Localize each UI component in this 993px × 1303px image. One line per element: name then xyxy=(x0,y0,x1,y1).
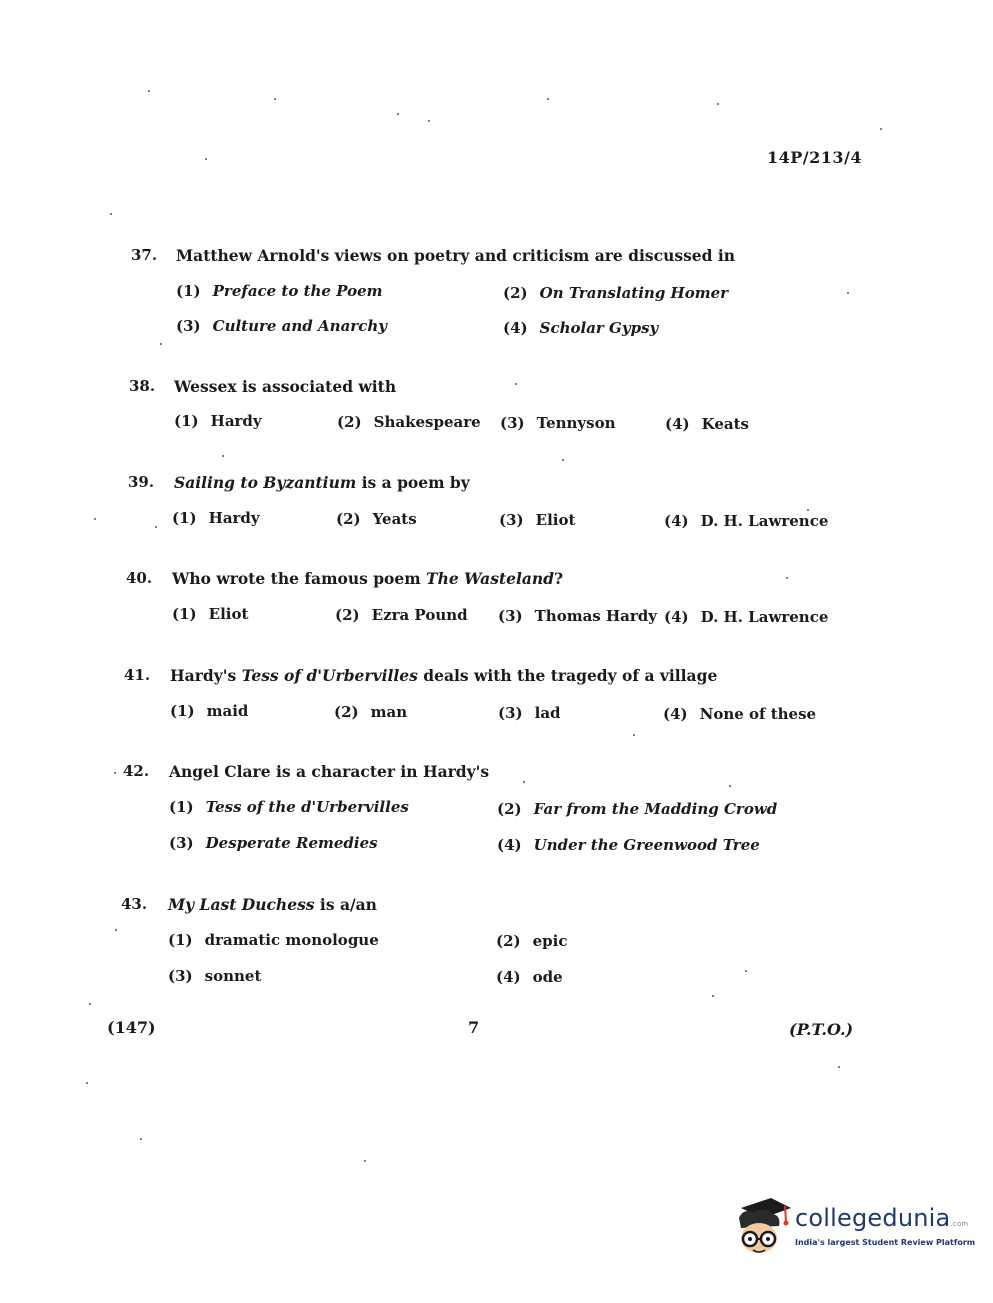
question-stem: Who wrote the famous poem The Wasteland? xyxy=(172,569,564,588)
option-2[interactable]: (2) Shakespeare xyxy=(337,413,481,431)
question-stem: Matthew Arnold's views on poetry and criticism are discussed in xyxy=(176,246,736,265)
option-2[interactable]: (2) epic xyxy=(496,932,568,950)
option-2[interactable]: (2) man xyxy=(334,703,408,721)
option-4[interactable]: (4) D. H. Lawrence xyxy=(664,608,829,626)
option-2[interactable]: (2) Yeats xyxy=(336,510,417,528)
option-1[interactable]: (1) Preface to the Poem xyxy=(176,282,383,300)
option-1[interactable]: (1) dramatic monologue xyxy=(168,931,379,949)
option-3[interactable]: (3) sonnet xyxy=(168,967,262,985)
page-number: 7 xyxy=(468,1018,480,1037)
question-stem: Wessex is associated with xyxy=(174,377,397,396)
option-1[interactable]: (1) Tess of the d'Urbervilles xyxy=(169,798,409,816)
option-4[interactable]: (4) Scholar Gypsy xyxy=(503,319,659,337)
logo-tagline: India's largest Student Review Platform xyxy=(795,1238,976,1247)
question-number: 37. xyxy=(131,246,158,264)
option-4[interactable]: (4) D. H. Lawrence xyxy=(664,512,829,530)
option-3[interactable]: (3) Desperate Remedies xyxy=(169,834,378,852)
option-3[interactable]: (3) Culture and Anarchy xyxy=(176,317,387,335)
option-3[interactable]: (3) lad xyxy=(498,704,561,722)
option-4[interactable]: (4) None of these xyxy=(663,705,817,723)
pto-label: (P.T.O.) xyxy=(789,1020,854,1039)
option-4[interactable]: (4) Under the Greenwood Tree xyxy=(497,836,760,854)
question-number: 38. xyxy=(129,377,156,395)
collegedunia-logo[interactable] xyxy=(733,1194,976,1260)
option-1[interactable]: (1) maid xyxy=(170,702,249,720)
paper-code: 14P/213/4 xyxy=(767,148,863,167)
mascot-icon xyxy=(733,1194,793,1260)
option-3[interactable]: (3) Thomas Hardy xyxy=(498,607,657,625)
question-stem: Angel Clare is a character in Hardy's xyxy=(169,762,490,781)
footer-code: (147) xyxy=(107,1018,156,1037)
option-3[interactable]: (3) Tennyson xyxy=(500,414,616,432)
logo-wordmark: collegedunia.com xyxy=(795,1204,969,1232)
option-1[interactable]: (1) Hardy xyxy=(174,412,262,430)
question-stem: My Last Duchess is a/an xyxy=(168,895,377,914)
question-stem: Sailing to Byzantium is a poem by xyxy=(174,473,470,492)
option-3[interactable]: (3) Eliot xyxy=(499,511,576,529)
question-number: 40. xyxy=(126,569,153,587)
question-number: 43. xyxy=(121,895,148,913)
option-2[interactable]: (2) Far from the Madding Crowd xyxy=(497,800,778,818)
question-number: 42. xyxy=(123,762,150,780)
option-4[interactable]: (4) ode xyxy=(496,968,563,986)
question-number: 39. xyxy=(128,473,155,491)
question-stem: Hardy's Tess of d'Urbervilles deals with the tragedy of a village xyxy=(170,666,718,685)
option-1[interactable]: (1) Hardy xyxy=(172,509,260,527)
option-2[interactable]: (2) On Translating Homer xyxy=(503,284,729,302)
option-2[interactable]: (2) Ezra Pound xyxy=(335,606,468,624)
question-number: 41. xyxy=(124,666,151,684)
option-4[interactable]: (4) Keats xyxy=(665,415,749,433)
option-1[interactable]: (1) Eliot xyxy=(172,605,249,623)
